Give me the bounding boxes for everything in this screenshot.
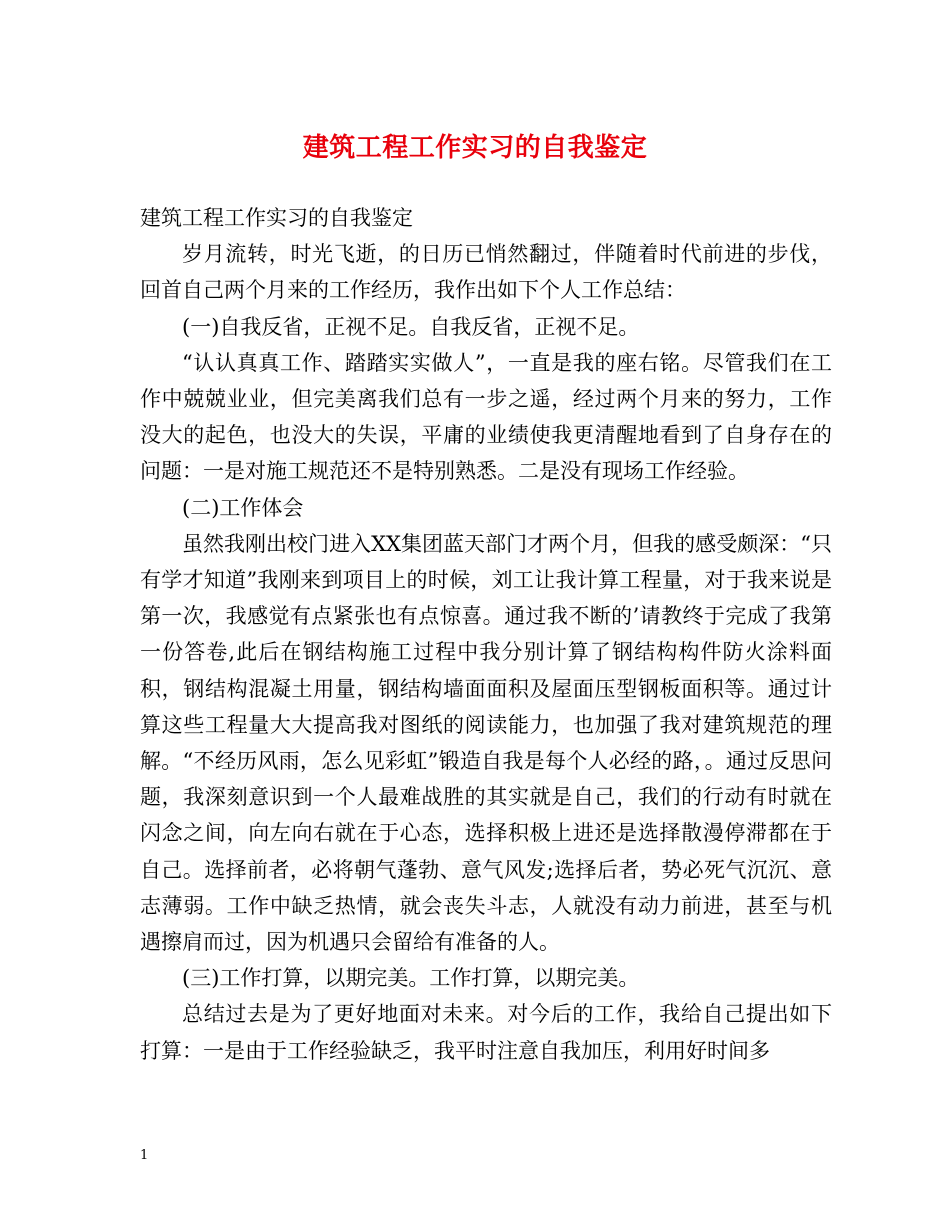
page-number: 1 [140,1148,149,1163]
paragraph-experience: 虽然我刚出校门进入XX集团蓝天部门才两个月，但我的感受颇深：“只有学才知道”我刚来到项目上的时候，刘工让我计算工程量，对于我来说是第一次，我感觉有点紧张也有点惊喜。通过我不断的’请教终于完成了我第一份答卷,此后在钢结构施工过程中我分别计算了钢结构构件防火涂料面积，钢结构混凝土用量，钢结构墙面面积及屋面压型钢板面积等。通过计算这些工程量大大提高我对图纸的阅读能力，也加强了我对建筑规范的理解。“不经历风雨，怎么见彩虹”锻造自我是每个人必经的路，。通过反思问题，我深刻意识到一个人最难战胜的其实就是自己，我们的行动有时就在闪念之间，向左向右就在于心态，选择积极上进还是选择散漫停滞都在于自己。选择前者，必将朝气蓬勃、意气风发;选择后者，势必死气沉沉、意志薄弱。工作中缺乏热情，就会丧失斗志，人就没有动力前进，甚至与机遇擦肩而过，因为机遇只会留给有准备的人。 [140,531,832,955]
section-heading-1: (一)自我反省，正视不足。自我反省，正视不足。 [182,314,640,339]
document-body [140,200,832,1069]
subtitle-line: 建筑工程工作实习的自我鉴定 [140,206,413,230]
section-heading-2: (二)工作体会 [182,495,304,520]
paragraph-intro: 岁月流转，时光飞逝，的日历已悄然翻过，伴随着时代前进的步伐，回首自己两个月来的工作经历，我作出如下个人工作总结： [140,242,832,303]
paragraph-plan: 总结过去是为了更好地面对未来。对今后的工作，我给自己提出如下打算：一是由于工作经验缺乏，我平时注意自我加压，利用好时间多 [140,1002,832,1063]
section-heading-3: (三)工作打算，以期完美。工作打算，以期完美。 [182,966,640,991]
document-title: 建筑工程工作实习的自我鉴定 [302,133,648,163]
paragraph-motto: “认认真真工作、踏踏实实做人”，一直是我的座右铭。尽管我们在工作中兢兢业业，但完美离我们总有一步之遥，经过两个月来的努力，工作没大的起色，也没大的失误，平庸的业绩使我更清醒地看到了自身存在的问题：一是对施工规范还不是特别熟悉。二是没有现场工作经验。 [140,350,832,484]
